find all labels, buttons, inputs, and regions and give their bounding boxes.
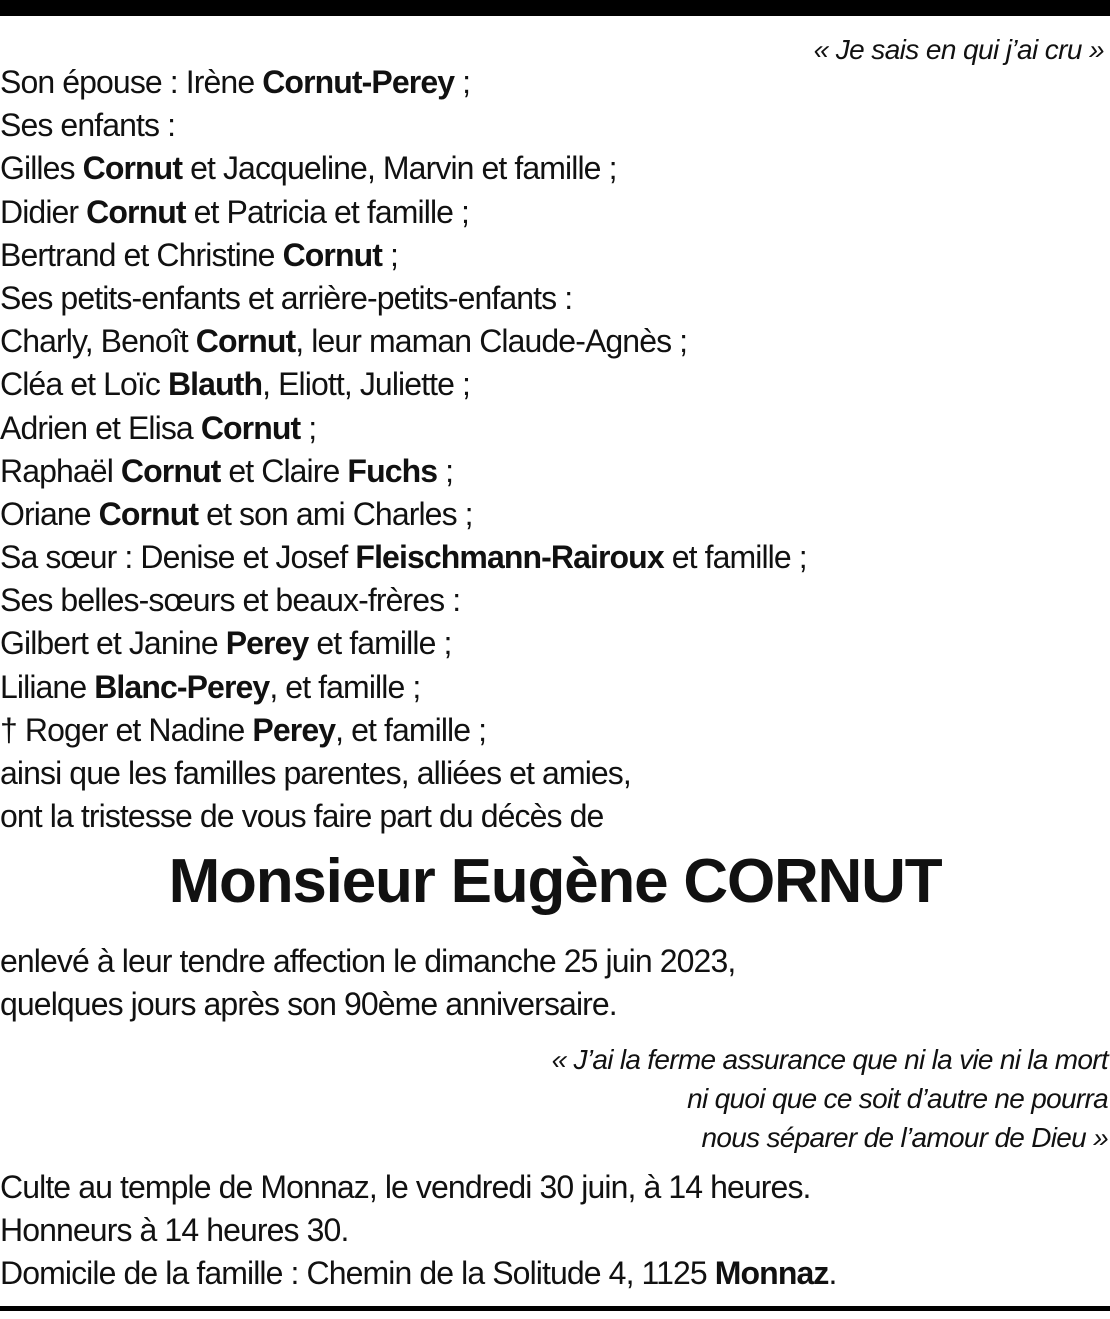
text-run: , et famille ;	[335, 711, 487, 748]
text-run: † Roger et Nadine	[0, 711, 253, 748]
text-line	[0, 622, 1110, 665]
text-run: , et famille ;	[269, 668, 421, 705]
surname: Cornut-Perey	[262, 64, 455, 100]
surname: Blauth	[167, 366, 263, 403]
surname: Cornut	[120, 452, 221, 489]
verse-line: « J’ai la ferme assurance que ni la vie ni la mort	[551, 1044, 1108, 1075]
text-line	[0, 234, 1110, 277]
surname: Blanc-Perey	[94, 668, 270, 705]
text-line	[0, 191, 1110, 234]
text-line	[0, 1166, 1110, 1209]
text-line	[0, 450, 1110, 493]
text-line	[0, 320, 1110, 363]
text-line	[0, 752, 1110, 795]
top-border-rule	[0, 0, 1110, 16]
text-line	[0, 983, 1110, 1026]
text-run: ;	[300, 409, 317, 446]
text-line	[0, 940, 1110, 983]
surname: Monnaz	[714, 1255, 829, 1292]
text-run: ont la tristesse de vous faire part du décès de	[0, 798, 604, 835]
text-run: et famille ;	[663, 539, 807, 576]
text-run: Gilbert et Janine	[0, 625, 226, 662]
surname: Perey	[225, 625, 309, 662]
text-run: Sa sœur : Denise et Josef	[0, 539, 356, 576]
service-details	[0, 1166, 1110, 1296]
text-run: , Eliott, Juliette ;	[262, 366, 471, 403]
text-run: Didier	[0, 193, 87, 230]
text-run: .	[828, 1255, 837, 1292]
surname: Cornut	[98, 495, 199, 532]
text-run: Liliane	[0, 668, 95, 705]
surname: Cornut	[200, 409, 301, 446]
text-line	[0, 1209, 1110, 1252]
surname: Cornut	[82, 150, 183, 187]
text-line	[0, 363, 1110, 406]
text-run: Ses belles-sœurs et beaux-frères :	[0, 582, 461, 619]
text-run: Charly, Benoît	[0, 323, 196, 360]
text-line	[0, 493, 1110, 536]
text-run: ;	[437, 452, 454, 489]
text-run: ;	[382, 236, 399, 273]
text-run: Gilles	[0, 150, 83, 187]
text-run: Son épouse : Irène	[0, 64, 263, 100]
text-run: , leur maman Claude-Agnès ;	[295, 323, 688, 360]
surname: Cornut	[195, 323, 296, 360]
text-run: Adrien et Elisa	[0, 409, 201, 446]
text-run: ainsi que les familles parentes, alliées et amies,	[0, 755, 631, 791]
text-run: Cléa et Loïc	[0, 366, 168, 403]
text-run: Ses enfants :	[0, 107, 176, 144]
surname: Perey	[252, 711, 336, 748]
text-line	[0, 579, 1110, 622]
text-line	[0, 1252, 1110, 1295]
death-announcement	[0, 940, 1110, 1026]
text-run: Domicile de la famille : Chemin de la Solitude 4, 1125	[0, 1255, 715, 1292]
text-line	[0, 277, 1110, 320]
surname: Fleischmann-Rairoux	[355, 539, 664, 576]
bible-verse	[552, 1040, 1108, 1157]
text-line	[0, 536, 1110, 579]
text-run: quelques jours après son 90ème anniversaire.	[0, 986, 617, 1023]
text-line	[0, 147, 1110, 190]
surname: Fuchs	[347, 452, 438, 489]
text-run: Oriane	[0, 495, 99, 532]
text-run: enlevé à leur tendre affection le dimanche 25 juin 2023,	[0, 943, 736, 979]
text-line	[0, 666, 1110, 709]
text-line	[0, 795, 1110, 838]
surname: Cornut	[282, 236, 383, 273]
text-run: Ses petits-enfants et arrière-petits-enfants :	[0, 279, 573, 316]
text-run: et son ami Charles ;	[198, 495, 473, 532]
verse-line: ni quoi que ce soit d’autre ne pourra	[687, 1083, 1108, 1114]
text-line	[0, 61, 1110, 104]
text-line	[0, 407, 1110, 450]
text-run: Bertrand et Christine	[0, 236, 283, 273]
text-run: et famille ;	[308, 625, 452, 662]
text-run: Honneurs à 14 heures 30.	[0, 1212, 349, 1249]
text-run: Raphaël	[0, 452, 121, 489]
text-run: ;	[454, 64, 471, 100]
bottom-border-rule	[0, 1306, 1110, 1311]
verse-line: nous séparer de l’amour de Dieu »	[701, 1122, 1108, 1153]
text-line	[0, 709, 1110, 752]
deceased-name: Monsieur Eugène CORNUT	[168, 847, 942, 916]
text-run: et Jacqueline, Marvin et famille ;	[182, 150, 617, 187]
text-run: et Claire	[220, 452, 348, 489]
text-run: Culte au temple de Monnaz, le vendredi 30 juin, à 14 heures.	[0, 1169, 811, 1205]
epigraph-quote: « Je sais en qui j’ai cru »	[813, 34, 1104, 65]
text-line	[0, 104, 1110, 147]
family-list	[0, 61, 1110, 838]
text-run: et Patricia et famille ;	[185, 193, 470, 230]
surname: Cornut	[86, 193, 186, 230]
